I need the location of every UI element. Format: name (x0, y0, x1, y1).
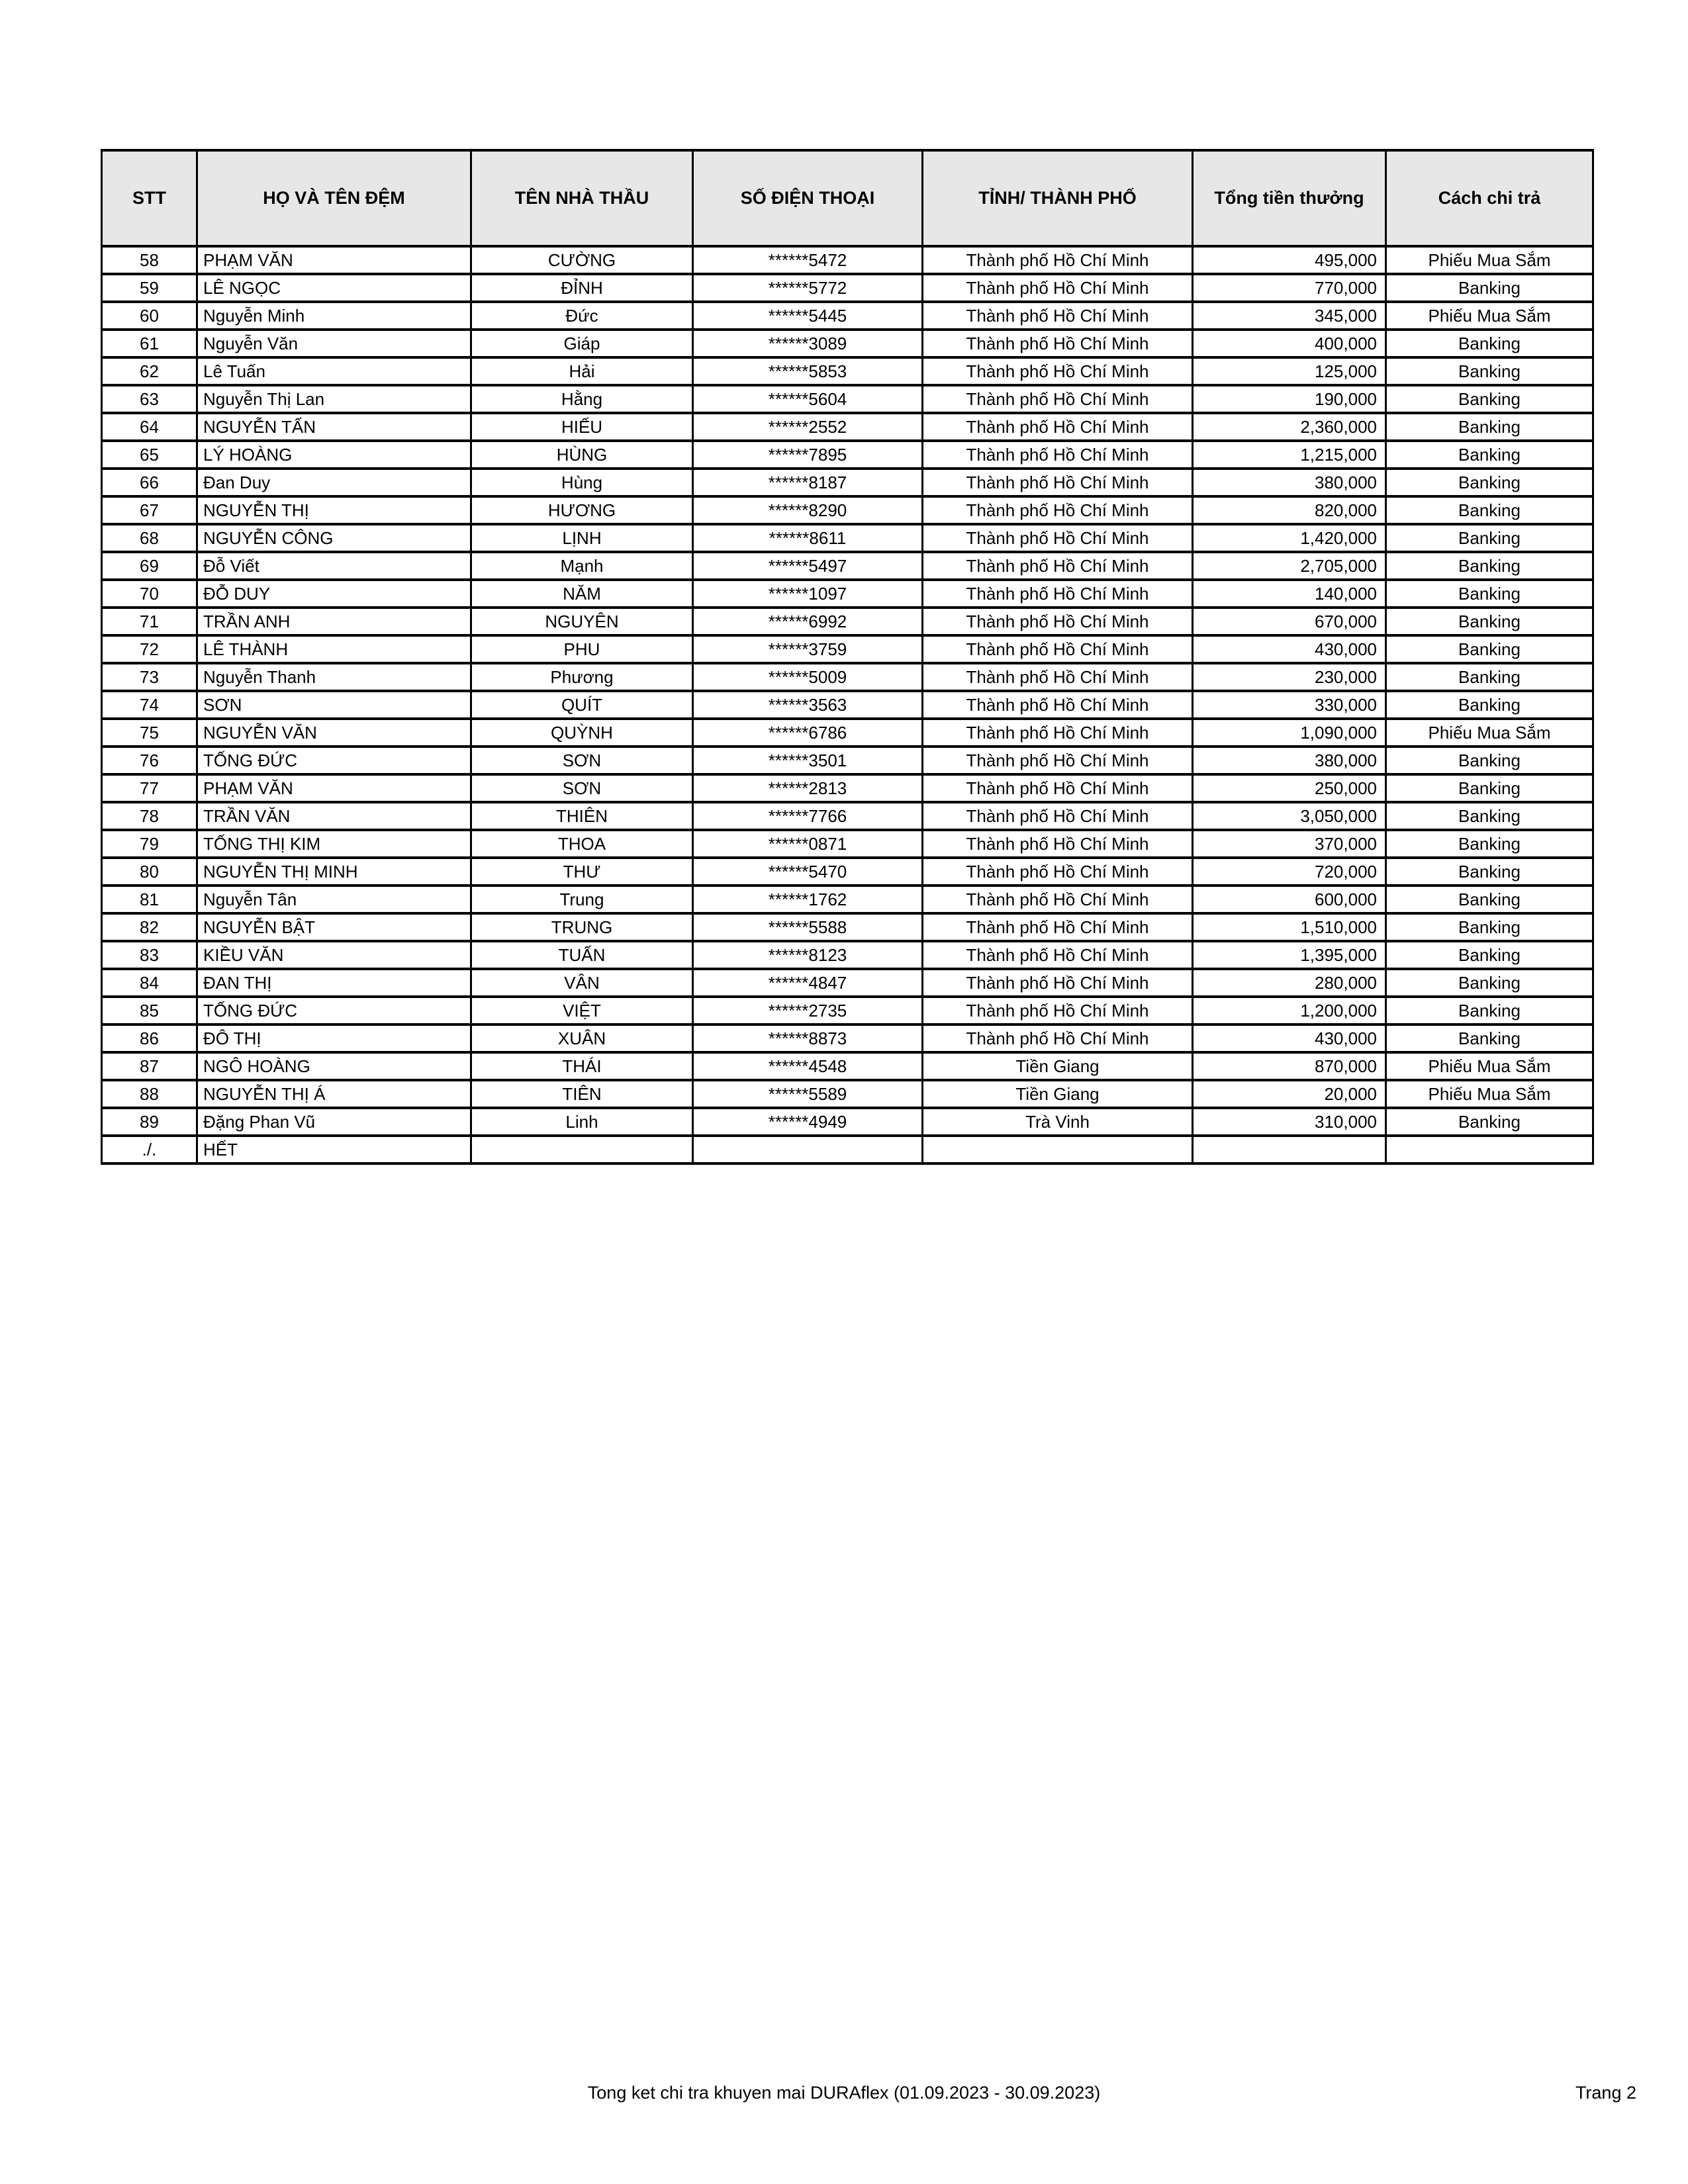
cell-cach-chi-tra: Banking (1386, 774, 1593, 802)
cell-tong-tien-thuong: 1,090,000 (1193, 719, 1386, 747)
table-row (102, 969, 1593, 997)
cell-stt: 64 (102, 413, 197, 441)
cell-tong-tien-thuong: 140,000 (1193, 580, 1386, 608)
cell-ten-nha-thau: SƠN (471, 774, 693, 802)
cell-tinh-thanh-pho: Thành phố Hồ Chí Minh (923, 385, 1193, 413)
cell-cach-chi-tra: Banking (1386, 608, 1593, 635)
table-row (102, 1024, 1593, 1052)
cell-stt: 80 (102, 858, 197, 886)
cell-ten-nha-thau: THƯ (471, 858, 693, 886)
cell-ten-nha-thau: SƠN (471, 747, 693, 774)
cell-ten-nha-thau: QUÍT (471, 691, 693, 719)
payout-table-container (101, 149, 1592, 1165)
cell-ho-va-ten-dem: Nguyễn Thị Lan (197, 385, 471, 413)
cell-cach-chi-tra: Banking (1386, 635, 1593, 663)
cell-stt: 67 (102, 496, 197, 524)
cell-cach-chi-tra: Banking (1386, 969, 1593, 997)
cell-cach-chi-tra: Banking (1386, 663, 1593, 691)
cell-ho-va-ten-dem: TRẦN VĂN (197, 802, 471, 830)
header-row (102, 150, 1593, 246)
cell-ho-va-ten-dem: Đặng Phan Vũ (197, 1108, 471, 1136)
cell-ten-nha-thau: THÁI (471, 1052, 693, 1080)
cell-ten-nha-thau: NGUYÊN (471, 608, 693, 635)
cell-ten-nha-thau: VIỆT (471, 997, 693, 1024)
cell-tinh-thanh-pho: Thành phố Hồ Chí Minh (923, 858, 1193, 886)
cell-ten-nha-thau: VÂN (471, 969, 693, 997)
cell-tinh-thanh-pho: Thành phố Hồ Chí Minh (923, 413, 1193, 441)
cell-ten-nha-thau (471, 1136, 693, 1163)
cell-so-dien-thoai: ******8290 (693, 496, 923, 524)
cell-cach-chi-tra: Banking (1386, 496, 1593, 524)
cell-cach-chi-tra: Banking (1386, 357, 1593, 385)
cell-cach-chi-tra: Banking (1386, 830, 1593, 858)
cell-stt: 59 (102, 274, 197, 302)
cell-ho-va-ten-dem: HẾT (197, 1136, 471, 1163)
cell-ho-va-ten-dem: LÝ HOÀNG (197, 441, 471, 469)
cell-tinh-thanh-pho: Thành phố Hồ Chí Minh (923, 663, 1193, 691)
cell-stt: ./. (102, 1136, 197, 1163)
cell-tinh-thanh-pho: Thành phố Hồ Chí Minh (923, 496, 1193, 524)
cell-tong-tien-thuong: 190,000 (1193, 385, 1386, 413)
cell-cach-chi-tra: Banking (1386, 385, 1593, 413)
cell-ho-va-ten-dem: LÊ NGỌC (197, 274, 471, 302)
cell-ten-nha-thau: Trung (471, 886, 693, 913)
cell-tinh-thanh-pho (923, 1136, 1193, 1163)
cell-tinh-thanh-pho: Thành phố Hồ Chí Minh (923, 719, 1193, 747)
cell-ho-va-ten-dem: NGUYỄN BẬT (197, 913, 471, 941)
cell-tong-tien-thuong: 330,000 (1193, 691, 1386, 719)
cell-ho-va-ten-dem: NGUYỄN THỊ Á (197, 1080, 471, 1108)
cell-tong-tien-thuong: 380,000 (1193, 469, 1386, 496)
cell-so-dien-thoai: ******5497 (693, 552, 923, 580)
cell-cach-chi-tra: Phiếu Mua Sắm (1386, 719, 1593, 747)
cell-stt: 85 (102, 997, 197, 1024)
cell-stt: 86 (102, 1024, 197, 1052)
cell-tinh-thanh-pho: Thành phố Hồ Chí Minh (923, 774, 1193, 802)
table-row (102, 608, 1593, 635)
cell-ten-nha-thau: Mạnh (471, 552, 693, 580)
cell-ho-va-ten-dem: NGUYỄN VĂN (197, 719, 471, 747)
table-row (102, 441, 1593, 469)
cell-stt: 83 (102, 941, 197, 969)
cell-tong-tien-thuong (1193, 1136, 1386, 1163)
cell-stt: 65 (102, 441, 197, 469)
cell-so-dien-thoai: ******5470 (693, 858, 923, 886)
cell-ho-va-ten-dem: ĐAN THỊ (197, 969, 471, 997)
cell-ten-nha-thau: TIÊN (471, 1080, 693, 1108)
cell-tong-tien-thuong: 20,000 (1193, 1080, 1386, 1108)
cell-tinh-thanh-pho: Thành phố Hồ Chí Minh (923, 1024, 1193, 1052)
cell-so-dien-thoai: ******4949 (693, 1108, 923, 1136)
cell-tong-tien-thuong: 3,050,000 (1193, 802, 1386, 830)
cell-ten-nha-thau: HÙNG (471, 441, 693, 469)
cell-cach-chi-tra: Banking (1386, 274, 1593, 302)
col-header-ho-va-ten-dem: HỌ VÀ TÊN ĐỆM (197, 150, 471, 246)
cell-stt: 58 (102, 246, 197, 274)
cell-so-dien-thoai: ******3501 (693, 747, 923, 774)
cell-ten-nha-thau: TRUNG (471, 913, 693, 941)
cell-so-dien-thoai: ******5853 (693, 357, 923, 385)
cell-cach-chi-tra: Phiếu Mua Sắm (1386, 246, 1593, 274)
cell-tinh-thanh-pho: Thành phố Hồ Chí Minh (923, 635, 1193, 663)
col-header-ten-nha-thau: TÊN NHÀ THẦU (471, 150, 693, 246)
cell-ho-va-ten-dem: Đỗ Viết (197, 552, 471, 580)
table-row (102, 858, 1593, 886)
table-row (102, 719, 1593, 747)
cell-so-dien-thoai: ******5009 (693, 663, 923, 691)
cell-ho-va-ten-dem: LÊ THÀNH (197, 635, 471, 663)
table-row (102, 747, 1593, 774)
cell-tinh-thanh-pho: Thành phố Hồ Chí Minh (923, 469, 1193, 496)
cell-stt: 71 (102, 608, 197, 635)
cell-so-dien-thoai: ******4847 (693, 969, 923, 997)
cell-tinh-thanh-pho: Thành phố Hồ Chí Minh (923, 357, 1193, 385)
table-row (102, 1080, 1593, 1108)
cell-cach-chi-tra: Banking (1386, 941, 1593, 969)
cell-cach-chi-tra: Banking (1386, 469, 1593, 496)
cell-so-dien-thoai: ******4548 (693, 1052, 923, 1080)
cell-tinh-thanh-pho: Thành phố Hồ Chí Minh (923, 802, 1193, 830)
table-row (102, 635, 1593, 663)
cell-so-dien-thoai: ******8187 (693, 469, 923, 496)
table-body (102, 246, 1593, 1163)
cell-tong-tien-thuong: 1,420,000 (1193, 524, 1386, 552)
cell-tinh-thanh-pho: Thành phố Hồ Chí Minh (923, 747, 1193, 774)
table-header (102, 150, 1593, 246)
col-header-cach-chi-tra: Cách chi trả (1386, 150, 1593, 246)
cell-so-dien-thoai: ******7895 (693, 441, 923, 469)
cell-cach-chi-tra: Banking (1386, 1024, 1593, 1052)
payout-table (101, 149, 1594, 1165)
cell-tinh-thanh-pho: Thành phố Hồ Chí Minh (923, 274, 1193, 302)
table-row (102, 1136, 1593, 1163)
cell-stt: 75 (102, 719, 197, 747)
cell-so-dien-thoai: ******5772 (693, 274, 923, 302)
cell-ten-nha-thau: Đức (471, 302, 693, 330)
cell-so-dien-thoai: ******5445 (693, 302, 923, 330)
table-row (102, 1052, 1593, 1080)
table-row (102, 913, 1593, 941)
cell-tong-tien-thuong: 2,360,000 (1193, 413, 1386, 441)
cell-ten-nha-thau: NĂM (471, 580, 693, 608)
cell-cach-chi-tra: Phiếu Mua Sắm (1386, 302, 1593, 330)
cell-tong-tien-thuong: 495,000 (1193, 246, 1386, 274)
cell-tong-tien-thuong: 1,395,000 (1193, 941, 1386, 969)
cell-tong-tien-thuong: 430,000 (1193, 1024, 1386, 1052)
cell-tong-tien-thuong: 670,000 (1193, 608, 1386, 635)
cell-stt: 78 (102, 802, 197, 830)
cell-stt: 60 (102, 302, 197, 330)
cell-stt: 79 (102, 830, 197, 858)
cell-cach-chi-tra: Banking (1386, 552, 1593, 580)
cell-tong-tien-thuong: 370,000 (1193, 830, 1386, 858)
cell-stt: 81 (102, 886, 197, 913)
cell-tong-tien-thuong: 230,000 (1193, 663, 1386, 691)
cell-so-dien-thoai (693, 1136, 923, 1163)
cell-tong-tien-thuong: 720,000 (1193, 858, 1386, 886)
cell-so-dien-thoai: ******5589 (693, 1080, 923, 1108)
cell-stt: 69 (102, 552, 197, 580)
cell-tong-tien-thuong: 125,000 (1193, 357, 1386, 385)
cell-ho-va-ten-dem: TỐNG ĐỨC (197, 747, 471, 774)
cell-so-dien-thoai: ******6786 (693, 719, 923, 747)
table-row (102, 246, 1593, 274)
cell-so-dien-thoai: ******2552 (693, 413, 923, 441)
cell-stt: 66 (102, 469, 197, 496)
cell-cach-chi-tra: Banking (1386, 691, 1593, 719)
cell-cach-chi-tra: Phiếu Mua Sắm (1386, 1052, 1593, 1080)
table-row (102, 552, 1593, 580)
cell-stt: 76 (102, 747, 197, 774)
cell-ten-nha-thau: Giáp (471, 330, 693, 357)
cell-tong-tien-thuong: 430,000 (1193, 635, 1386, 663)
table-row (102, 1108, 1593, 1136)
cell-so-dien-thoai: ******5588 (693, 913, 923, 941)
cell-ho-va-ten-dem: TỐNG THỊ KIM (197, 830, 471, 858)
table-row (102, 774, 1593, 802)
cell-tinh-thanh-pho: Thành phố Hồ Chí Minh (923, 330, 1193, 357)
footer-page-number: Trang 2 (1575, 2083, 1636, 2103)
cell-so-dien-thoai: ******1097 (693, 580, 923, 608)
table-row (102, 274, 1593, 302)
cell-tong-tien-thuong: 380,000 (1193, 747, 1386, 774)
cell-stt: 61 (102, 330, 197, 357)
cell-tong-tien-thuong: 2,705,000 (1193, 552, 1386, 580)
cell-ho-va-ten-dem: SƠN (197, 691, 471, 719)
cell-cach-chi-tra: Banking (1386, 802, 1593, 830)
cell-stt: 84 (102, 969, 197, 997)
cell-tong-tien-thuong: 600,000 (1193, 886, 1386, 913)
cell-tong-tien-thuong: 345,000 (1193, 302, 1386, 330)
cell-so-dien-thoai: ******8123 (693, 941, 923, 969)
cell-so-dien-thoai: ******5472 (693, 246, 923, 274)
cell-ten-nha-thau: QUỲNH (471, 719, 693, 747)
cell-ten-nha-thau: XUÂN (471, 1024, 693, 1052)
cell-ten-nha-thau: HIẾU (471, 413, 693, 441)
cell-so-dien-thoai: ******8611 (693, 524, 923, 552)
cell-tong-tien-thuong: 250,000 (1193, 774, 1386, 802)
cell-ho-va-ten-dem: Nguyễn Thanh (197, 663, 471, 691)
cell-cach-chi-tra (1386, 1136, 1593, 1163)
footer-title: Tong ket chi tra khuyen mai DURAflex (01.09.2023 - 30.09.2023) (587, 2083, 1101, 2103)
cell-cach-chi-tra: Banking (1386, 413, 1593, 441)
cell-ho-va-ten-dem: Nguyễn Văn (197, 330, 471, 357)
table-row (102, 524, 1593, 552)
cell-tinh-thanh-pho: Thành phố Hồ Chí Minh (923, 524, 1193, 552)
cell-stt: 63 (102, 385, 197, 413)
cell-ho-va-ten-dem: Đan Duy (197, 469, 471, 496)
cell-ten-nha-thau: ĐỈNH (471, 274, 693, 302)
cell-ten-nha-thau: THOA (471, 830, 693, 858)
table-row (102, 357, 1593, 385)
cell-so-dien-thoai: ******7766 (693, 802, 923, 830)
table-row (102, 302, 1593, 330)
cell-so-dien-thoai: ******3089 (693, 330, 923, 357)
cell-tinh-thanh-pho: Thành phố Hồ Chí Minh (923, 608, 1193, 635)
cell-stt: 62 (102, 357, 197, 385)
cell-ho-va-ten-dem: NGUYỄN TẤN (197, 413, 471, 441)
table-row (102, 469, 1593, 496)
cell-tinh-thanh-pho: Tiền Giang (923, 1080, 1193, 1108)
table-row (102, 830, 1593, 858)
cell-cach-chi-tra: Banking (1386, 441, 1593, 469)
cell-ten-nha-thau: Hải (471, 357, 693, 385)
cell-tong-tien-thuong: 1,200,000 (1193, 997, 1386, 1024)
cell-so-dien-thoai: ******1762 (693, 886, 923, 913)
cell-cach-chi-tra: Banking (1386, 524, 1593, 552)
cell-ten-nha-thau: Hằng (471, 385, 693, 413)
table-row (102, 691, 1593, 719)
cell-tinh-thanh-pho: Thành phố Hồ Chí Minh (923, 886, 1193, 913)
cell-cach-chi-tra: Banking (1386, 997, 1593, 1024)
cell-ho-va-ten-dem: TRẦN ANH (197, 608, 471, 635)
cell-cach-chi-tra: Banking (1386, 747, 1593, 774)
cell-tinh-thanh-pho: Thành phố Hồ Chí Minh (923, 441, 1193, 469)
cell-stt: 89 (102, 1108, 197, 1136)
cell-ten-nha-thau: LỊNH (471, 524, 693, 552)
page-footer (0, 2083, 1688, 2109)
cell-tong-tien-thuong: 310,000 (1193, 1108, 1386, 1136)
cell-ho-va-ten-dem: NGUYỄN THỊ MINH (197, 858, 471, 886)
cell-ho-va-ten-dem: NGUYỄN THỊ (197, 496, 471, 524)
cell-so-dien-thoai: ******6992 (693, 608, 923, 635)
cell-stt: 72 (102, 635, 197, 663)
table-row (102, 997, 1593, 1024)
cell-ho-va-ten-dem: PHẠM VĂN (197, 774, 471, 802)
table-row (102, 802, 1593, 830)
cell-cach-chi-tra: Banking (1386, 1108, 1593, 1136)
cell-tong-tien-thuong: 770,000 (1193, 274, 1386, 302)
col-header-tinh-thanh-pho: TỈNH/ THÀNH PHỐ (923, 150, 1193, 246)
cell-ten-nha-thau: Phương (471, 663, 693, 691)
cell-tong-tien-thuong: 870,000 (1193, 1052, 1386, 1080)
cell-cach-chi-tra: Banking (1386, 913, 1593, 941)
cell-tinh-thanh-pho: Thành phố Hồ Chí Minh (923, 580, 1193, 608)
cell-tinh-thanh-pho: Trà Vinh (923, 1108, 1193, 1136)
cell-tong-tien-thuong: 1,215,000 (1193, 441, 1386, 469)
col-header-so-dien-thoai: SỐ ĐIỆN THOẠI (693, 150, 923, 246)
table-row (102, 941, 1593, 969)
cell-stt: 74 (102, 691, 197, 719)
cell-tinh-thanh-pho: Thành phố Hồ Chí Minh (923, 941, 1193, 969)
cell-tinh-thanh-pho: Thành phố Hồ Chí Minh (923, 691, 1193, 719)
cell-so-dien-thoai: ******5604 (693, 385, 923, 413)
table-row (102, 886, 1593, 913)
table-row (102, 580, 1593, 608)
col-header-stt: STT (102, 150, 197, 246)
cell-so-dien-thoai: ******0871 (693, 830, 923, 858)
cell-cach-chi-tra: Banking (1386, 858, 1593, 886)
cell-stt: 73 (102, 663, 197, 691)
cell-ho-va-ten-dem: Nguyễn Tân (197, 886, 471, 913)
cell-so-dien-thoai: ******2735 (693, 997, 923, 1024)
table-row (102, 496, 1593, 524)
cell-tong-tien-thuong: 820,000 (1193, 496, 1386, 524)
cell-stt: 87 (102, 1052, 197, 1080)
table-row (102, 330, 1593, 357)
cell-ho-va-ten-dem: PHẠM VĂN (197, 246, 471, 274)
cell-stt: 68 (102, 524, 197, 552)
cell-ho-va-ten-dem: TỐNG ĐỨC (197, 997, 471, 1024)
cell-tinh-thanh-pho: Thành phố Hồ Chí Minh (923, 302, 1193, 330)
cell-ho-va-ten-dem: Nguyễn Minh (197, 302, 471, 330)
cell-ten-nha-thau: Linh (471, 1108, 693, 1136)
table-row (102, 413, 1593, 441)
cell-tinh-thanh-pho: Tiền Giang (923, 1052, 1193, 1080)
col-header-tong-tien-thuong: Tổng tiền thưởng (1193, 150, 1386, 246)
cell-ten-nha-thau: PHU (471, 635, 693, 663)
cell-so-dien-thoai: ******2813 (693, 774, 923, 802)
cell-ho-va-ten-dem: NGUYỄN CÔNG (197, 524, 471, 552)
cell-ten-nha-thau: TUẤN (471, 941, 693, 969)
cell-stt: 70 (102, 580, 197, 608)
cell-so-dien-thoai: ******3759 (693, 635, 923, 663)
cell-ho-va-ten-dem: Lê Tuấn (197, 357, 471, 385)
cell-so-dien-thoai: ******3563 (693, 691, 923, 719)
cell-ho-va-ten-dem: ĐÔ THỊ (197, 1024, 471, 1052)
cell-cach-chi-tra: Banking (1386, 330, 1593, 357)
cell-so-dien-thoai: ******8873 (693, 1024, 923, 1052)
cell-ten-nha-thau: HƯƠNG (471, 496, 693, 524)
cell-ho-va-ten-dem: KIỀU VĂN (197, 941, 471, 969)
cell-ten-nha-thau: Hùng (471, 469, 693, 496)
cell-stt: 82 (102, 913, 197, 941)
table-row (102, 385, 1593, 413)
cell-tinh-thanh-pho: Thành phố Hồ Chí Minh (923, 913, 1193, 941)
cell-tong-tien-thuong: 1,510,000 (1193, 913, 1386, 941)
cell-ho-va-ten-dem: NGÔ HOÀNG (197, 1052, 471, 1080)
cell-ho-va-ten-dem: ĐỖ DUY (197, 580, 471, 608)
table-row (102, 663, 1593, 691)
cell-stt: 88 (102, 1080, 197, 1108)
cell-cach-chi-tra: Banking (1386, 886, 1593, 913)
cell-stt: 77 (102, 774, 197, 802)
cell-cach-chi-tra: Banking (1386, 580, 1593, 608)
cell-cach-chi-tra: Phiếu Mua Sắm (1386, 1080, 1593, 1108)
cell-tinh-thanh-pho: Thành phố Hồ Chí Minh (923, 830, 1193, 858)
cell-tinh-thanh-pho: Thành phố Hồ Chí Minh (923, 246, 1193, 274)
cell-tinh-thanh-pho: Thành phố Hồ Chí Minh (923, 552, 1193, 580)
cell-ten-nha-thau: THIÊN (471, 802, 693, 830)
cell-tong-tien-thuong: 280,000 (1193, 969, 1386, 997)
cell-tinh-thanh-pho: Thành phố Hồ Chí Minh (923, 997, 1193, 1024)
cell-tinh-thanh-pho: Thành phố Hồ Chí Minh (923, 969, 1193, 997)
cell-ten-nha-thau: CƯỜNG (471, 246, 693, 274)
cell-tong-tien-thuong: 400,000 (1193, 330, 1386, 357)
